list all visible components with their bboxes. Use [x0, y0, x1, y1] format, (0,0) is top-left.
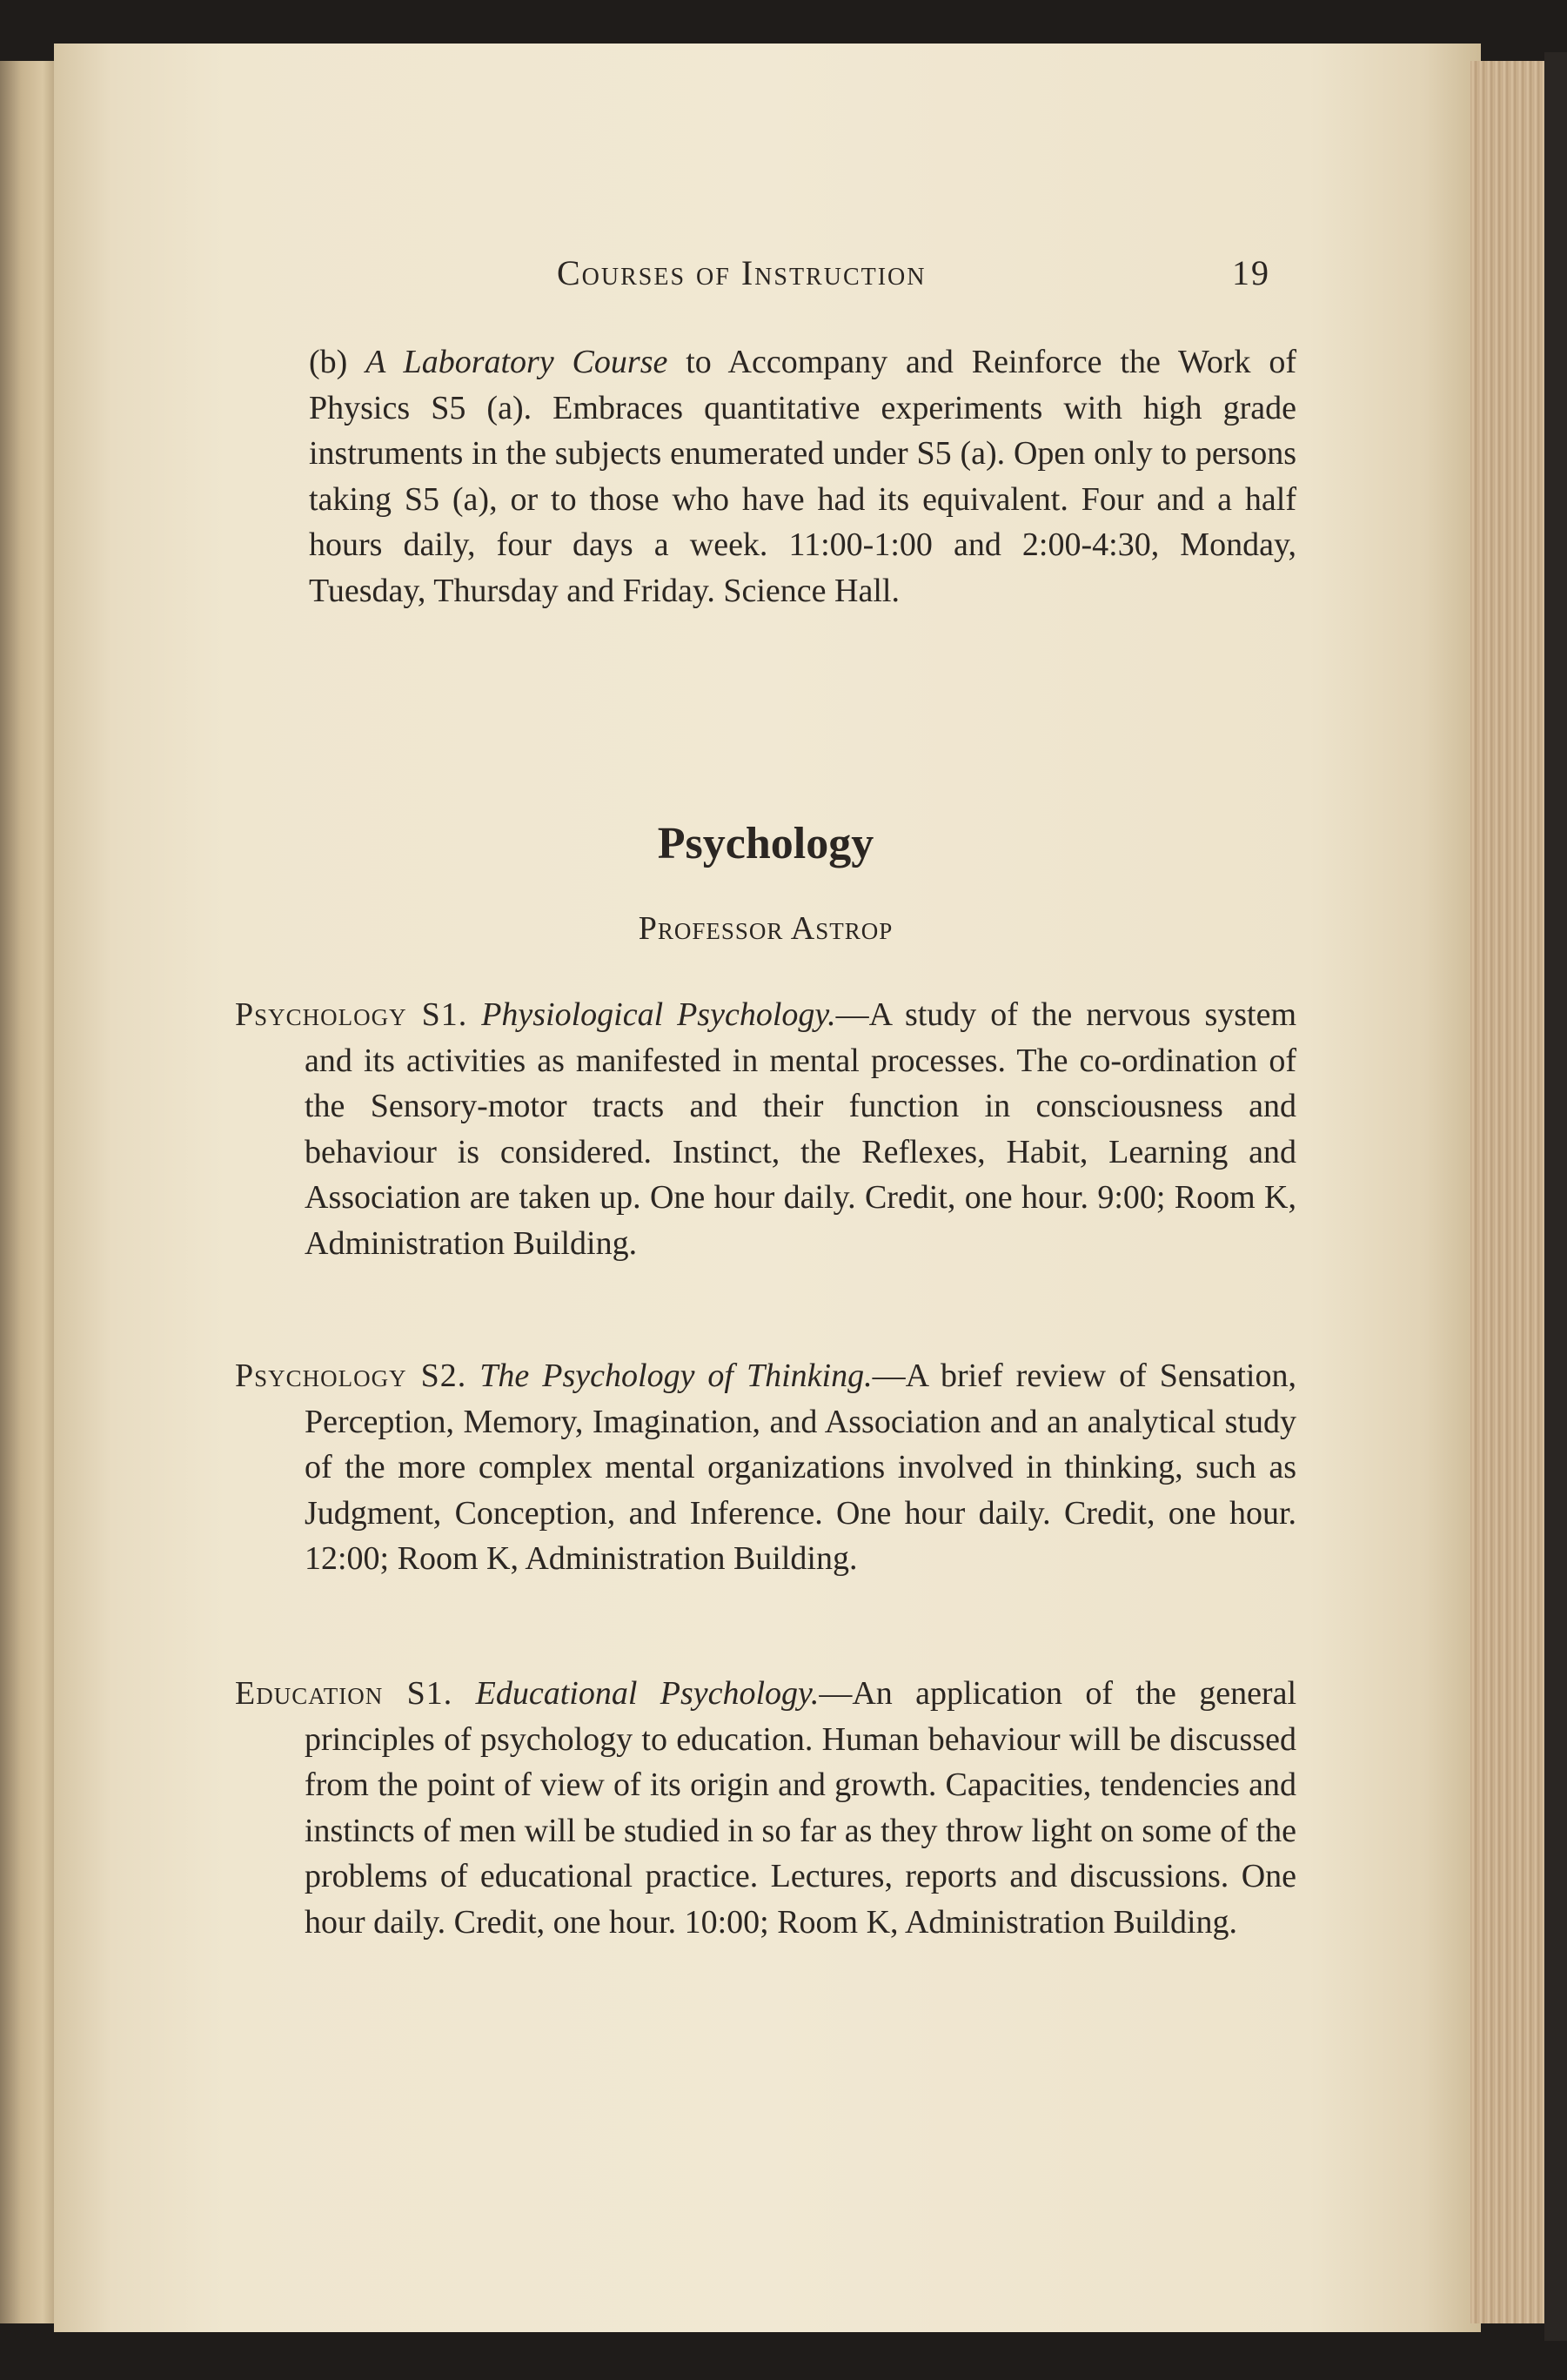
course-title: The Psychology of Thinking. [479, 1358, 873, 1394]
running-head-title: Courses of Instruction [557, 253, 927, 292]
running-head [235, 252, 1296, 305]
course-entry [235, 1671, 1296, 1945]
page-content [235, 252, 1297, 1941]
course-entry [235, 992, 1296, 1266]
page-number: 19 [1232, 253, 1270, 292]
professor-line: Professor Astrop [638, 910, 894, 947]
course-description: —An application of the general principles of psychology to education. Human behaviour will be discussed from the point of view of its origin and growth. Capacities, tendencies and instincts of men will be studied in so far as they throw light on some of the problems of educational practice. Lectures, reports and discussions. One hour daily. Credit, one hour. 10:00; Room K, Administration Building. [305, 1675, 1297, 1941]
section-heading: Psychology [657, 819, 874, 868]
course-title: A Laboratory Course [365, 344, 668, 380]
course-description: —A study of the nervous system and its activities as manifested in mental processes. The co-ordination of the Sensory-motor tracts and their function in consciousness and behaviour is considered. Instinct, the Reflexes, Habit, Learning and Association are taken up. One hour daily. Credit, one hour. 9:00; Room K, Administration Building. [305, 996, 1297, 1262]
course-title: Educational Psychology. [475, 1675, 820, 1712]
course-entry [235, 1353, 1296, 1582]
book-cover-edge [0, 61, 61, 2323]
course-code: Psychology S1. [235, 996, 468, 1033]
course-code: Education S1. [235, 1675, 453, 1712]
right-shadow [1544, 52, 1567, 2341]
paragraph-text: to Accompany and Reinforce the Work of Physics S5 (a). Embraces quantitative experiments with high grade instruments in the subjects enumerated under S5 (a). Open only to persons taking S5 (a), or to those who have had its equivalent. Four and a half hours daily, four days a week. 11:00-1:00 and 2:00-4:30, Monday, Tuesday, Thursday and Friday. Science Hall. [309, 344, 1297, 609]
continued-paragraph [309, 339, 1296, 613]
course-code: Psychology S2. [235, 1358, 467, 1394]
course-title: Physiological Psychology. [481, 996, 836, 1033]
course-description: —A brief review of Sensation, Perception, Memory, Imagination, and Association and an analytical study of the more complex mental organizations involved in thinking, such as Judgment, Conception, and Inference. One hour daily. Credit, one hour. 12:00; Room K, Administration Building. [305, 1358, 1296, 1577]
paragraph-lead: (b) [309, 344, 366, 380]
